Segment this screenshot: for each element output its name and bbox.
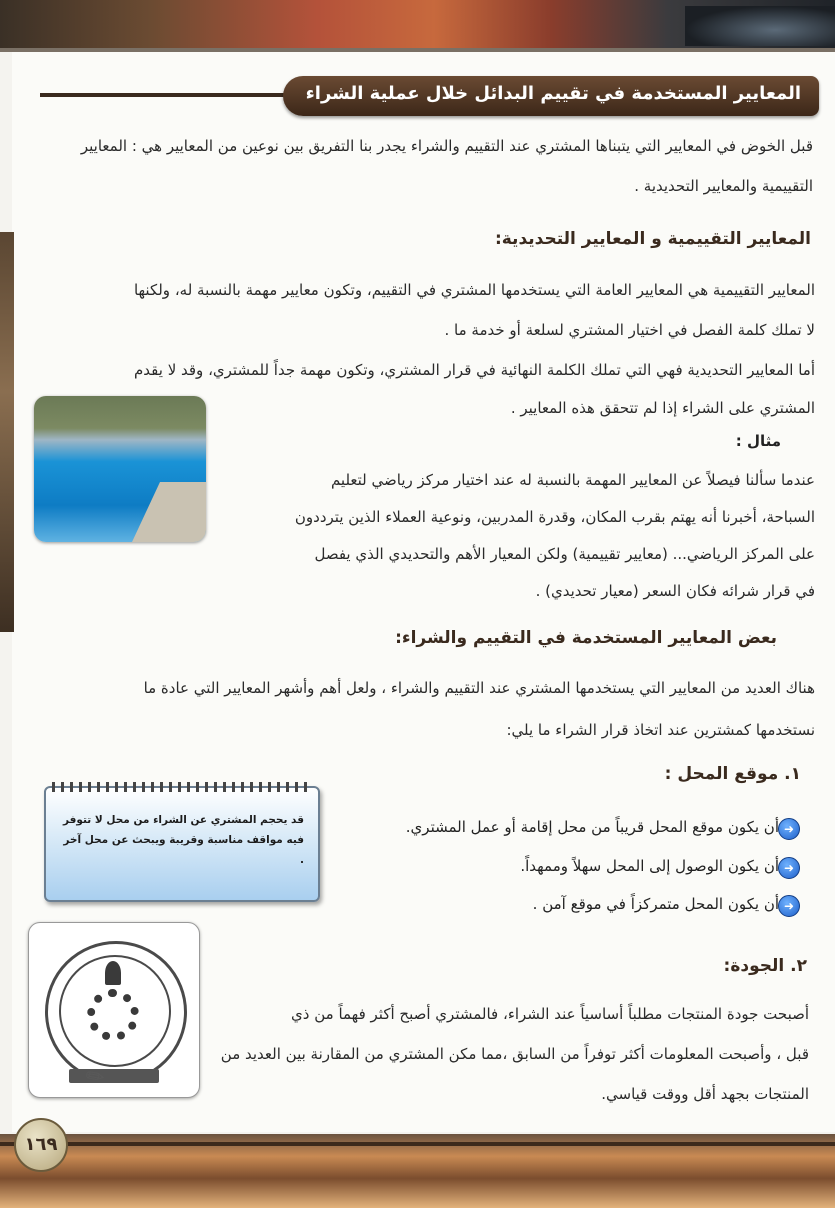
note-text: قد يحجم المشتري عن الشراء من محل لا تتوفر فيه مواقف مناسبة وقريبة ويبحث عن محل آخر . bbox=[63, 814, 304, 866]
footer-banner bbox=[0, 1134, 835, 1208]
item1-bullet-2: أن يكون الوصول إلى المحل سهلاً وممهداً. bbox=[520, 857, 779, 875]
palm-icon bbox=[105, 961, 121, 985]
quality-line-3: المنتجات بجهد أقل ووقت قياسي. bbox=[601, 1085, 809, 1103]
example-line-2: السباحة، أخبرنا أنه يهتم بقرب المكان، وقدرة المدربين، ونوعية العملاء الذين يترددون bbox=[294, 508, 815, 526]
gear-icon bbox=[87, 989, 139, 1041]
top-banner bbox=[0, 0, 835, 52]
item1-bullet-1: أن يكون موقع المحل قريباً من محل إقامة أو عمل المشتري. bbox=[405, 818, 779, 836]
item1-heading: ١. موقع المحل : bbox=[664, 764, 801, 784]
example-line-1: عندما سألنا فيصلاً عن المعايير المهمة بالنسبة له عند اختيار مركز رياضي لتعليم bbox=[330, 471, 815, 489]
notebook-rings bbox=[52, 782, 312, 792]
s1-line-2: لا تملك كلمة الفصل في اختيار المشتري لسلعة أو خدمة ما . bbox=[444, 321, 815, 339]
s1-line-1: المعايير التقييمية هي المعايير العامة التي يستخدمها المشتري في التقييم، وتكون معايير مهمة بالنسبة له، ولكنها bbox=[133, 281, 815, 299]
side-tab bbox=[0, 232, 14, 632]
note-box bbox=[44, 786, 320, 902]
section1-heading: المعايير التقييمية و المعايير التحديدية: bbox=[494, 229, 811, 249]
page-title: المعايير المستخدمة في تقييم البدائل خلال عملية الشراء bbox=[305, 83, 801, 104]
item2-heading: ٢. الجودة: bbox=[723, 956, 807, 976]
page-number: ١٦٩ bbox=[14, 1118, 68, 1172]
quality-line-2: قبل ، وأصبحت المعلومات أكثر توفراً من السابق ،مما مكن المشتري من المقارنة بين العديد من bbox=[220, 1045, 809, 1063]
bullet-arrow-icon: ➜ bbox=[778, 857, 800, 879]
s2-line-1: هناك العديد من المعايير التي يستخدمها المشتري عند التقييم والشراء ، ولعل أهم وأشهر المعايير التي عادة ما bbox=[143, 679, 815, 697]
bullet-arrow-icon: ➜ bbox=[778, 895, 800, 917]
item1-bullet-3: أن يكون المحل متمركزاً في موقع آمن . bbox=[532, 895, 779, 913]
intro-line-2: التقييمية والمعايير التحديدية . bbox=[634, 177, 813, 195]
example-line-4: في قرار شرائه فكان السعر (معيار تحديدي) . bbox=[535, 582, 815, 600]
title-rule bbox=[40, 93, 290, 97]
example-line-3: على المركز الرياضي... (معايير تقييمية) ولكن المعيار الأهم والتحديدي الذي يفصل bbox=[314, 545, 815, 563]
intro-line-1: قبل الخوض في المعايير التي يتبناها المشتري عند التقييم والشراء يجدر بنا التفريق بين نوعين من المعايير هي : المعايير bbox=[80, 137, 813, 155]
bullet-arrow-icon: ➜ bbox=[778, 818, 800, 840]
s2-line-2: نستخدمها كمشترين عند اتخاذ قرار الشراء ما يلي: bbox=[506, 721, 815, 739]
footer-stripe bbox=[0, 1142, 835, 1146]
s1-line-3: أما المعايير التحديدية فهي التي تملك الكلمة النهائية في قرار المشتري، وتكون مهمة جداً للمشتري، وقد لا يقدم bbox=[134, 361, 815, 379]
example-label: مثال : bbox=[735, 432, 781, 450]
section2-heading: بعض المعايير المستخدمة في التقييم والشراء: bbox=[395, 628, 777, 648]
quality-line-1: أصبحت جودة المنتجات مطلباً أساسياً عند الشراء، فالمشتري أصبح أكثر فهماً من ذي bbox=[291, 1005, 809, 1023]
car-image bbox=[685, 6, 835, 46]
title-bar bbox=[283, 76, 819, 116]
s1-line-4: المشتري على الشراء إذا لم تتحقق هذه المعايير . bbox=[510, 399, 815, 417]
watermark-icon: ✎ bbox=[81, 1061, 111, 1094]
